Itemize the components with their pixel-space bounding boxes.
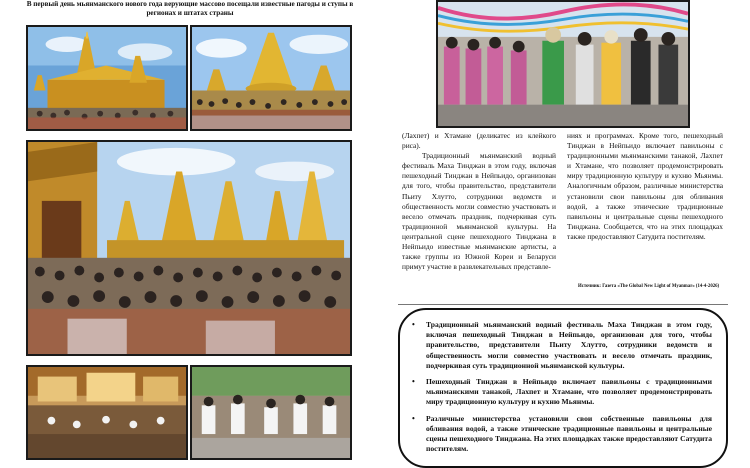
bullet-icon: • <box>412 377 415 387</box>
festival-procession-photo <box>436 0 690 128</box>
article-paragraph: (Лахпет) и Хтамане (деликатес из клейкого риса). <box>402 131 556 151</box>
bullet-icon: • <box>412 413 415 423</box>
summary-box <box>398 308 728 468</box>
article-column-1 <box>402 131 556 272</box>
section-divider <box>398 304 728 305</box>
bullet-icon: • <box>412 320 415 329</box>
summary-item-text: Пешеходный Тинджан в Нейпьидо включает павильоны с традиционными мьянманскими танакой, Лахпет и Хтамане, что позволяет продемонстрировать миру традиционную культуру и кухню Мьянмы. <box>426 377 712 407</box>
article-source: Источник: Газета «The Global New Light of Myanmar» (14-4-2026) <box>578 284 720 289</box>
article-column-2 <box>567 131 723 242</box>
summary-item-text: Традиционный мьянманский водный фестиваль Маха Тинджан в этом году, включая пешеходный Тинджан в Нейпьидо, организован для того, чтобы правительство, представители Пьиту Хлутто, сотрудники ведомств и общественность могли совместно участвовать и весело отмечать праздник, подчеркивая суть традиционной мьянманской культуры. <box>426 320 712 370</box>
summary-item <box>406 414 712 455</box>
summary-list <box>406 320 712 460</box>
article-paragraph: Традиционный мьянманский водный фестиваль Маха Тинджан в этом году, включая пешеходный Тинджан в Нейпьидо, организован для того, чтобы правительство, представители Пьиту Хлутто, сотрудники ведомств и общественность могли совместно участвовать и весело отмечать праздник, подчеркивая суть традиционной мьянманской культуры. На центральной сцене пешеходного Тинджана в Нейпьидо известные мьянманские артисты, а также группы из Южной Кореи и Беларуси примут участие в развлекательных представле- <box>402 151 556 272</box>
article-paragraph: ниях и программах. Кроме того, пешеходный Тинджан в Нейпьидо включает павильоны с традиционными мьянманскими танакой, Лахпет и Хтамане, что позволяет продемонстрировать миру традиционную культуру и кухню Мьянмы. Аналогичным образом, различные министерства установили свои павильоны для обливания водой, а также этнические традиционные павильоны и центральные сцены пешеходного Тинджана. Сообщается, что на этих площадках также предоставляют Сатудита постителям. <box>567 131 723 241</box>
temple-interior-photo <box>26 365 188 460</box>
monks-feeding-photo <box>190 365 352 460</box>
summary-item-text: Различные министерства установили свои собственные павильоны для обливания водой, а также этнические традиционные павильоны и центральные сцены пешеходного Тинджана. На этих площадках также предоставляют Сатудита постителям. <box>426 413 712 454</box>
top-caption: В первый день мьянманского нового года верующие массово посещали известные пагоды и ступы в регионах и штатах страны <box>26 0 354 17</box>
summary-item <box>406 320 712 371</box>
pagoda-festival-crowd-photo <box>26 140 352 356</box>
shwedagon-pagoda-photo <box>26 25 188 131</box>
golden-stupa-crowd-photo <box>190 25 352 131</box>
summary-item <box>406 377 712 408</box>
